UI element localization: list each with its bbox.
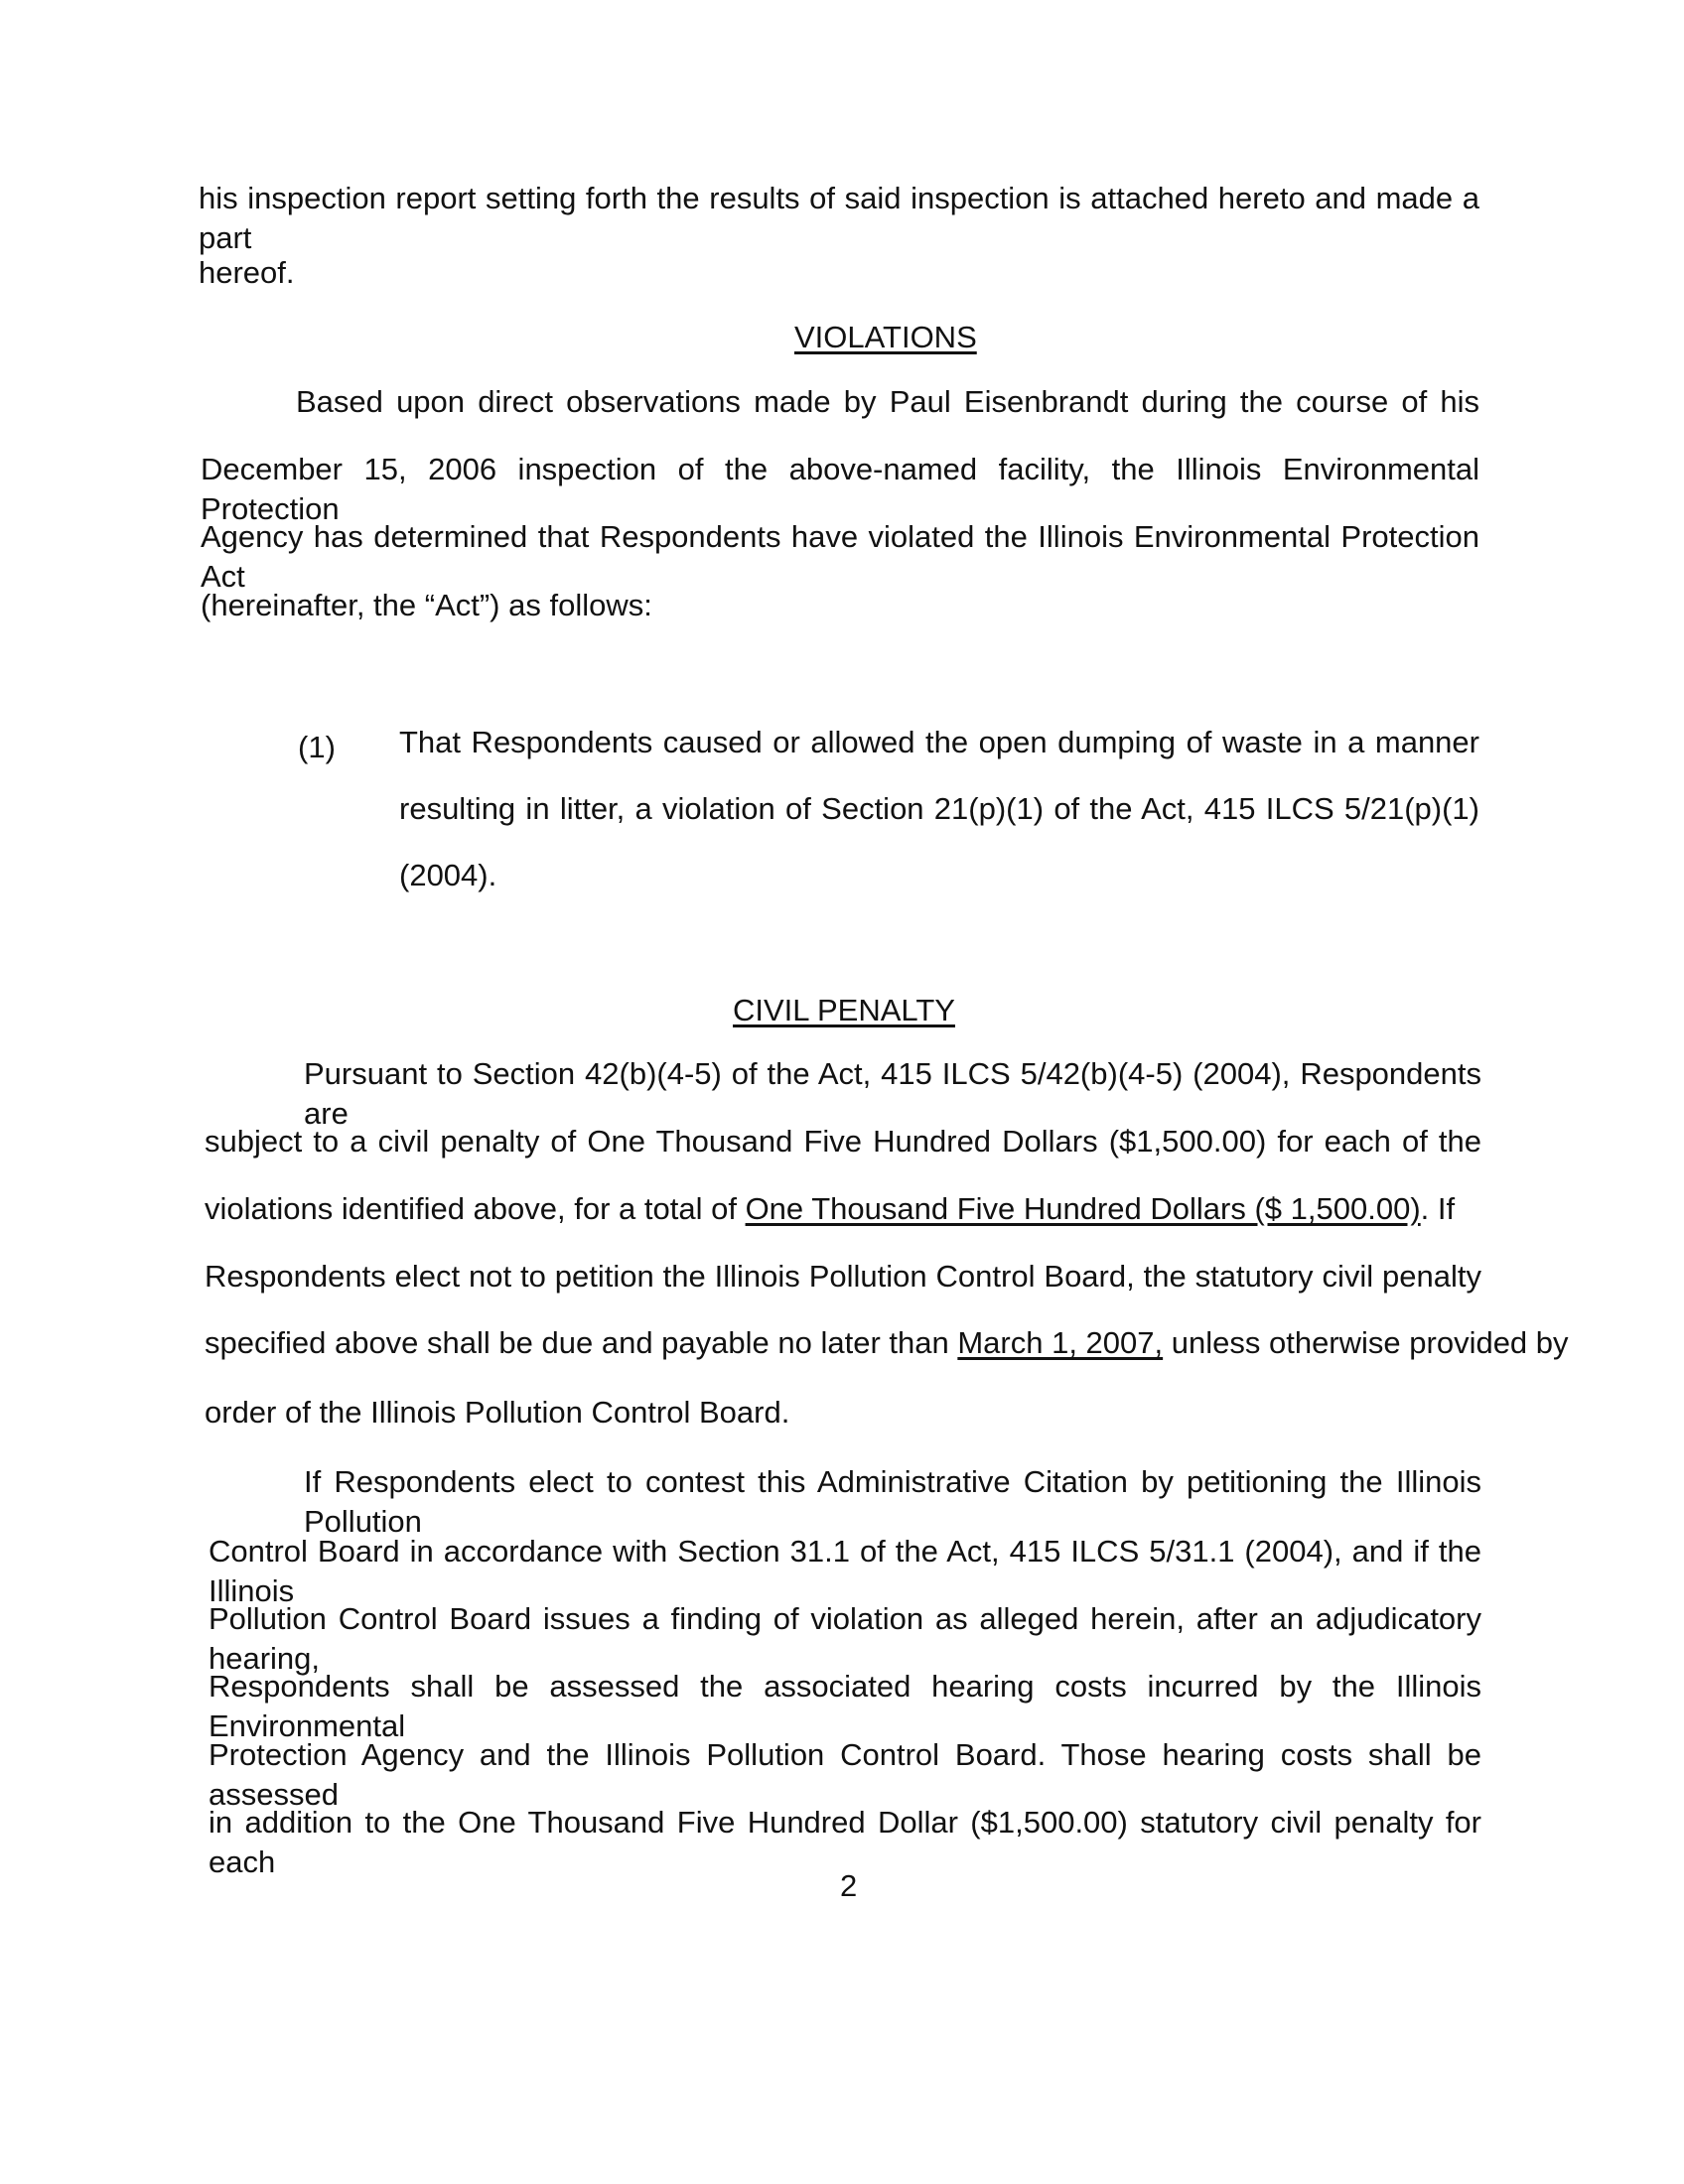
penalty-total-lead-text: violations identified above, for a total of: [205, 1191, 746, 1226]
violations-para-line-1: Based upon direct observations made by Paul Eisenbrandt during the course of his: [296, 384, 1479, 419]
penalty-total-amount: One Thousand Five Hundred Dollars ($ 1,500.00): [745, 1191, 1421, 1226]
penalty-para1-line-5: [205, 1323, 1569, 1363]
due-date: March 1, 2007,: [957, 1325, 1164, 1360]
penalty-para2-line-1: If Respondents elect to contest this Administrative Citation by petitioning the Illinois Pollution: [304, 1464, 1481, 1539]
penalty-total-trail-text: . If: [1420, 1191, 1456, 1226]
due-date-trail-text: unless otherwise provided by: [1163, 1325, 1569, 1360]
violations-heading: VIOLATIONS: [794, 320, 977, 354]
due-date-lead-text: specified above shall be due and payable no later than: [205, 1325, 958, 1360]
penalty-para1-line-4: Respondents elect not to petition the Illinois Pollution Control Board, the statutory civil penalty: [205, 1259, 1481, 1294]
violation-item-number: (1): [298, 730, 336, 764]
penalty-para1-line-6: order of the Illinois Pollution Control Board.: [205, 1395, 790, 1430]
intro-line-2: hereof.: [199, 255, 295, 290]
penalty-para1-line-1: Pursuant to Section 42(b)(4-5) of the Act, 415 ILCS 5/42(b)(4-5) (2004), Respondents are: [304, 1056, 1481, 1131]
civil-penalty-heading: CIVIL PENALTY: [733, 993, 955, 1027]
penalty-para1-line-3: [205, 1189, 1455, 1229]
violations-para-line-2: December 15, 2006 inspection of the above-named facility, the Illinois Environmental Protection: [201, 452, 1479, 526]
violation-item-line-2: resulting in litter, a violation of Section 21(p)(1) of the Act, 415 ILCS 5/21(p)(1): [399, 791, 1479, 826]
intro-line-1: his inspection report setting forth the results of said inspection is attached hereto and made a part: [199, 181, 1479, 255]
penalty-para1-line-2: subject to a civil penalty of One Thousand Five Hundred Dollars ($1,500.00) for each of the: [205, 1124, 1481, 1159]
penalty-para2-line-2: Control Board in accordance with Section 31.1 of the Act, 415 ILCS 5/31.1 (2004), and if the Illinois: [209, 1534, 1481, 1608]
violations-para-line-3: Agency has determined that Respondents have violated the Illinois Environmental Protection Act: [201, 519, 1479, 594]
penalty-para2-line-5: Protection Agency and the Illinois Pollution Control Board. Those hearing costs shall be assessed: [209, 1737, 1481, 1812]
penalty-para2-line-6: in addition to the One Thousand Five Hundred Dollar ($1,500.00) statutory civil penalty for each: [209, 1805, 1481, 1879]
violation-item-line-1: That Respondents caused or allowed the open dumping of waste in a manner: [399, 725, 1479, 759]
violations-para-line-4: (hereinafter, the “Act”) as follows:: [201, 588, 652, 622]
page-number: 2: [840, 1868, 858, 1903]
violation-item-line-3: (2004).: [399, 858, 497, 892]
penalty-para2-line-3: Pollution Control Board issues a finding of violation as alleged herein, after an adjudicatory hearing,: [209, 1601, 1481, 1676]
penalty-para2-line-4: Respondents shall be assessed the associated hearing costs incurred by the Illinois Environmental: [209, 1669, 1481, 1743]
